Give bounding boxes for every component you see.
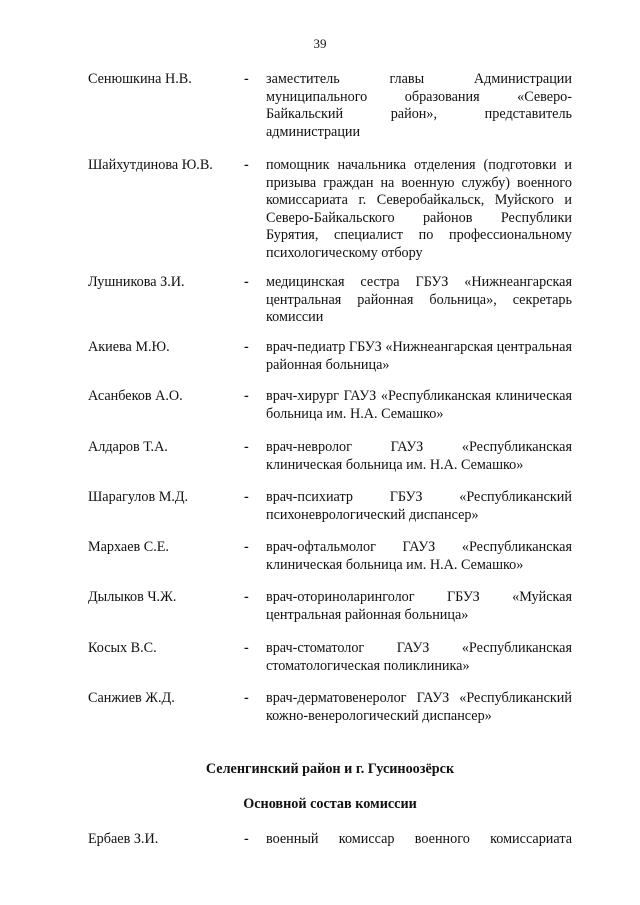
member-name: Дылыков Ч.Ж. xyxy=(88,589,177,605)
member-entry xyxy=(88,539,572,574)
member-position: врач-психиатр ГБУЗ «Республиканский психоневрологический диспансер» xyxy=(266,489,572,523)
member-name: Санжиев Ж.Д. xyxy=(88,690,175,706)
member-position: врач-стоматолог ГАУЗ «Республиканская стоматологическая поликлиника» xyxy=(266,640,572,674)
member-entry xyxy=(88,640,572,675)
member-position: врач-дерматовенеролог ГАУЗ «Республиканский кожно-венерологический диспансер» xyxy=(266,690,572,724)
member-position: врач-педиатр ГБУЗ «Нижнеангарская центральная районная больница» xyxy=(266,339,572,373)
member-name: Мархаев С.Е. xyxy=(88,539,169,555)
dash-separator: - xyxy=(244,274,249,290)
member-entry xyxy=(88,339,572,374)
dash-separator: - xyxy=(244,388,249,404)
member-entry xyxy=(88,690,572,725)
member-entry xyxy=(88,589,572,624)
member-name: Сенюшкина Н.В. xyxy=(88,71,192,87)
member-entry xyxy=(88,157,572,263)
member-position: медицинская сестра ГБУЗ «Нижнеангарская центральная районная больница», секретарь комиссии xyxy=(266,274,572,326)
dash-separator: - xyxy=(244,640,249,656)
member-entry xyxy=(88,274,572,327)
dash-separator: - xyxy=(244,539,249,555)
member-position: заместитель главы Администрации муниципального образования «Северо-Байкальский район», представитель администрации xyxy=(266,71,572,140)
dash-separator: - xyxy=(244,831,249,847)
dash-separator: - xyxy=(244,439,249,455)
section-heading: Селенгинский район и г. Гусиноозёрск xyxy=(205,761,455,777)
member-position: врач-оториноларинголог ГБУЗ «Муйская центральная районная больница» xyxy=(266,589,572,623)
dash-separator: - xyxy=(244,71,249,87)
dash-separator: - xyxy=(244,157,249,173)
member-name: Косых В.С. xyxy=(88,640,157,656)
page-number: 39 xyxy=(313,36,327,51)
dash-separator: - xyxy=(244,690,249,706)
member-name: Алдаров Т.А. xyxy=(88,439,168,455)
dash-separator: - xyxy=(244,589,249,605)
member-name: Ербаев З.И. xyxy=(88,831,159,847)
member-position: врач-невролог ГАУЗ «Республиканская клиническая больница им. Н.А. Семашко» xyxy=(266,439,572,473)
member-name: Асанбеков А.О. xyxy=(88,388,183,404)
member-position: врач-хирург ГАУЗ «Республиканская клиническая больница им. Н.А. Семашко» xyxy=(266,388,572,422)
member-name: Акиева М.Ю. xyxy=(88,339,170,355)
member-name: Лушникова З.И. xyxy=(88,274,185,290)
member-entry xyxy=(88,489,572,524)
member-name: Шарагулов М.Д. xyxy=(88,489,189,505)
member-position: помощник начальника отделения (подготовки и призыва граждан на военную службу) военного комиссариата г. Северобайкальск, Муйского и Северо-Байкальского районов Республики Бурятия, специалист по профессиональному психологическому отбору xyxy=(266,157,572,261)
subsection-heading: Основной состав комиссии xyxy=(243,796,417,812)
dash-separator: - xyxy=(244,489,249,505)
member-position: военный комиссар военного комиссариата xyxy=(266,831,572,847)
member-entry xyxy=(88,388,572,423)
member-name: Шайхутдинова Ю.В. xyxy=(88,157,213,173)
member-entry xyxy=(88,831,572,849)
member-position: врач-офтальмолог ГАУЗ «Республиканская клиническая больница им. Н.А. Семашко» xyxy=(266,539,572,573)
member-entry xyxy=(88,439,572,474)
member-entry xyxy=(88,71,572,141)
dash-separator: - xyxy=(244,339,249,355)
